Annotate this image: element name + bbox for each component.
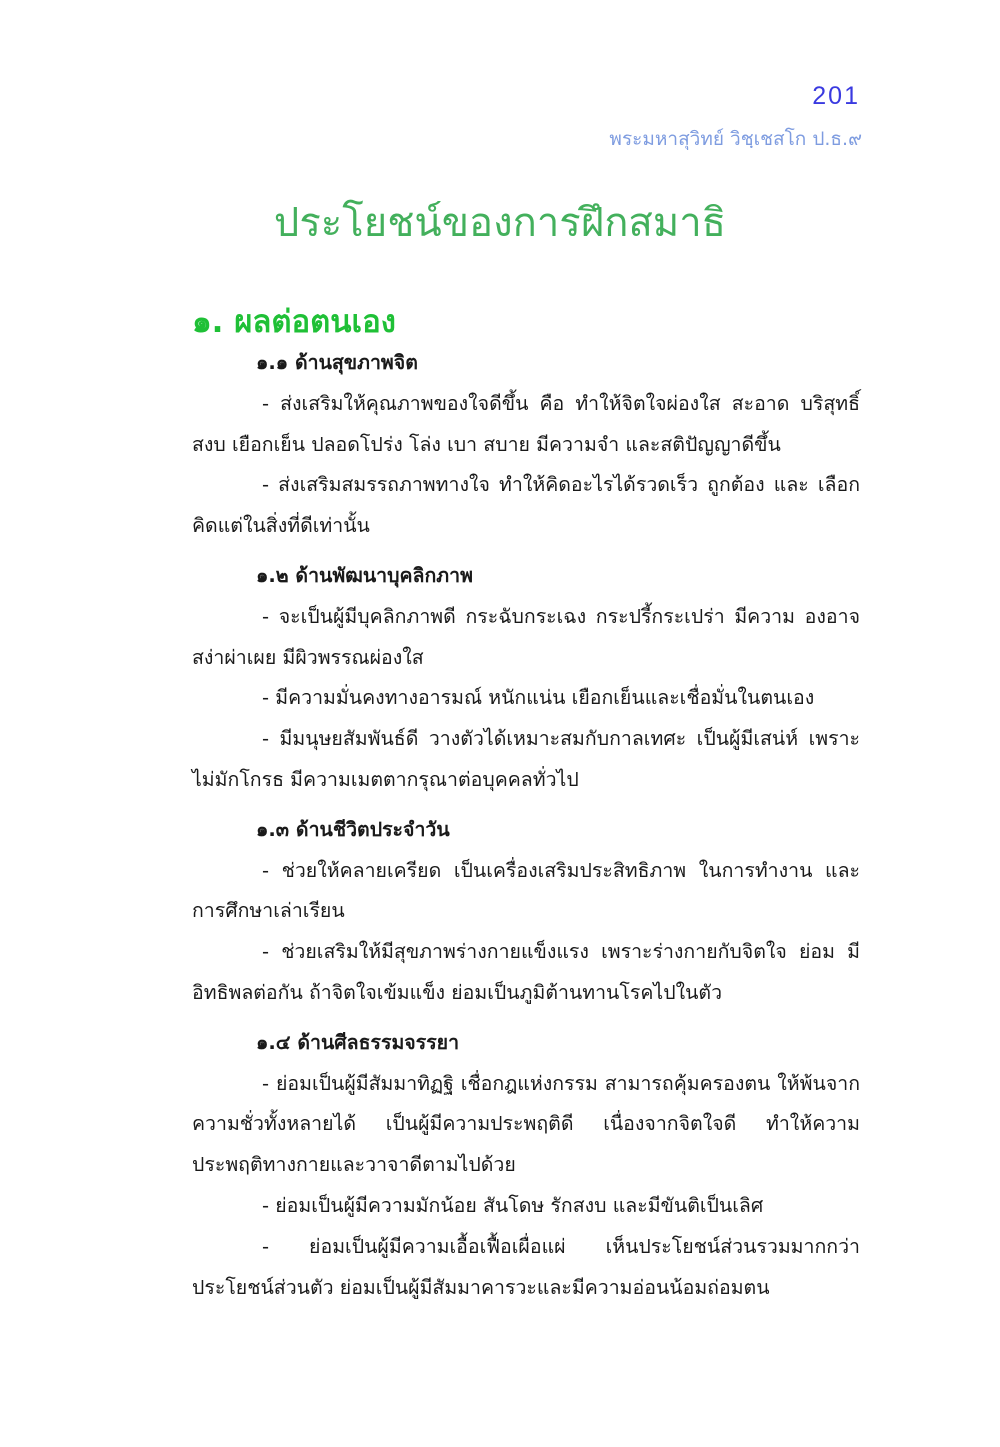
section-body bbox=[192, 343, 860, 1308]
paragraph: - ย่อมเป็นผู้มีความเอื้อเฟื้อเผื่อแผ่ เห็นประโยชน์ส่วนรวมมากกว่า ประโยชน์ส่วนตัว ย่อมเป็นผู้มีสัมมาคารวะและมีความอ่อนน้อมถ่อมตน bbox=[192, 1234, 860, 1299]
section-heading: ๑. ผลต่อตนเอง bbox=[192, 304, 396, 340]
subsection-morality bbox=[192, 1023, 860, 1309]
subsection-heading: ๑.๔ ด้านศีลธรรมจรรยา bbox=[256, 1030, 460, 1054]
subsection-daily-life bbox=[192, 810, 860, 1014]
paragraph: - ย่อมเป็นผู้มีความมักน้อย สันโดษ รักสงบ และมีขันติเป็นเลิศ bbox=[262, 1193, 764, 1217]
paragraph: - ช่วยเสริมให้มีสุขภาพร่างกายแข็งแรง เพราะร่างกายกับจิตใจ ย่อม มีอิทธิพลต่อกัน ถ้าจิตใจเข้มแข็ง ย่อมเป็นภูมิต้านทานโรคไปในตัว bbox=[192, 940, 860, 1004]
paragraph: - ย่อมเป็นผู้มีสัมมาทิฏฐิ เชื่อกฎแห่งกรรม สามารถคุ้มครองตน ให้พ้นจากความชั่วทั้งหลายได้ เป็นผู้มีความประพฤติดี เนื่องจากจิตใจดี ทำให้ความประพฤติทางกายและวาจาดีตามไปด้วย bbox=[192, 1071, 860, 1177]
paragraph: - ส่งเสริมให้คุณภาพของใจดีขึ้น คือ ทำให้จิตใจผ่องใส สะอาด บริสุทธิ์ สงบ เยือกเย็น ปลอดโปร่ง โล่ง เบา สบาย มีความจำ และสติปัญญาดีขึ้น bbox=[192, 391, 860, 456]
paragraph: - จะเป็นผู้มีบุคลิกภาพดี กระฉับกระเฉง กระปรี้กระเปร่า มีความ องอาจสง่าผ่าเผย มีผิวพรรณผ่องใส bbox=[192, 604, 860, 669]
paragraph: - มีมนุษยสัมพันธ์ดี วางตัวได้เหมาะสมกับกาลเทศะ เป็นผู้มีเสน่ห์ เพราะไม่มักโกรธ มีความเมตตากรุณาต่อบุคคลทั่วไป bbox=[192, 727, 860, 791]
page-title: ประโยชน์ของการฝึกสมาธิ bbox=[273, 200, 727, 246]
page-number: 201 bbox=[812, 82, 860, 110]
paragraph: - ส่งเสริมสมรรถภาพทางใจ ทำให้คิดอะไรได้รวดเร็ว ถูกต้อง และ เลือกคิดแต่ในสิ่งที่ดีเท่านั้น bbox=[192, 473, 860, 538]
running-header-author: พระมหาสุวิทย์ วิชฺเชสโก ป.ธ.๙ bbox=[609, 128, 862, 150]
subsection-personality bbox=[192, 556, 860, 801]
paragraph: - ช่วยให้คลายเครียด เป็นเครื่องเสริมประสิทธิภาพ ในการทำงาน และการศึกษาเล่าเรียน bbox=[192, 858, 860, 923]
subsection-mental-health bbox=[192, 343, 860, 547]
paragraph: - มีความมั่นคงทางอารมณ์ หนักแน่น เยือกเย็นและเชื่อมั่นในตนเอง bbox=[262, 686, 815, 710]
subsection-heading: ๑.๑ ด้านสุขภาพจิต bbox=[256, 351, 418, 374]
subsection-heading: ๑.๒ ด้านพัฒนาบุคลิกภาพ bbox=[256, 563, 473, 587]
subsection-heading: ๑.๓ ด้านชีวิตประจำวัน bbox=[256, 817, 450, 841]
